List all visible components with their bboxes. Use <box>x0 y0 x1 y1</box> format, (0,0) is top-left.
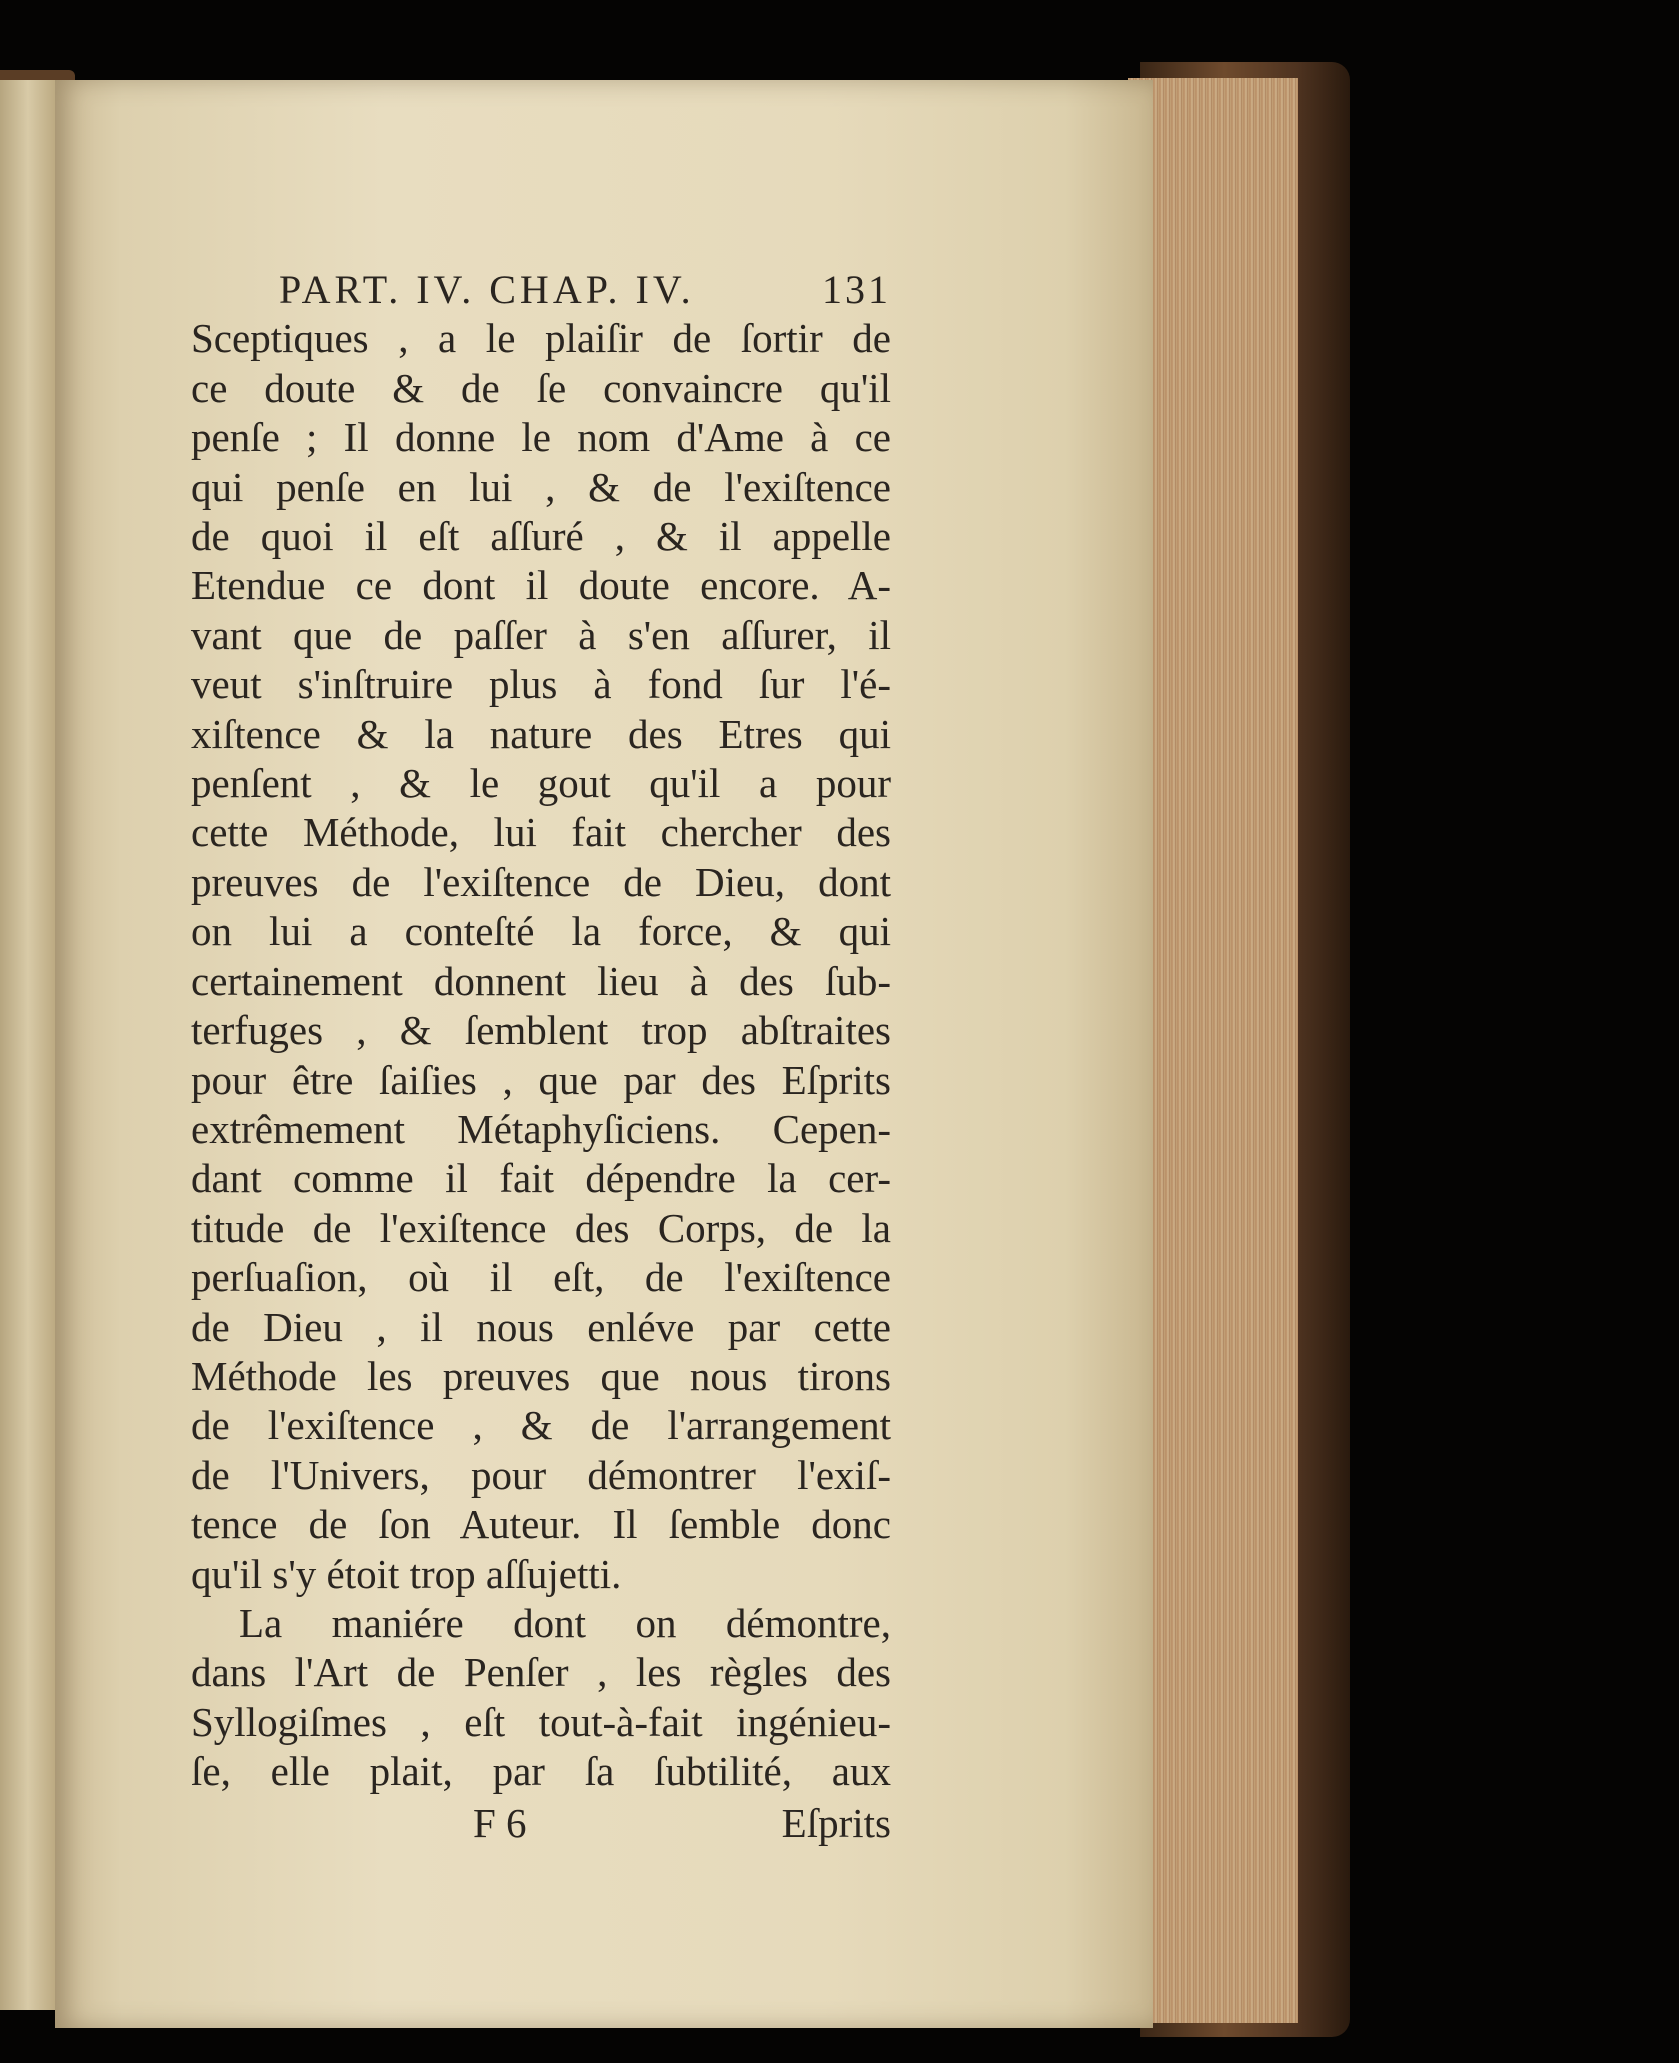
text-line: de quoi il eſt aſſuré , & il appelle <box>191 513 891 560</box>
page-number: 131 <box>822 267 891 312</box>
text-line: veut s'inſtruire plus à fond ſur l'é- <box>191 661 891 708</box>
book-page <box>55 80 1153 2028</box>
text-line: extrêmement Métaphyſiciens. Cepen- <box>191 1105 891 1152</box>
text-line: dant comme il fait dépendre la cer- <box>191 1155 891 1202</box>
text-line: cette Méthode, lui fait chercher des <box>191 809 891 856</box>
text-line: perſuaſion, où il eſt, de l'exiſtence <box>191 1254 891 1301</box>
text-line: dans l'Art de Penſer , les règles des <box>191 1649 891 1696</box>
text-line: La maniére dont on démontre, <box>239 1599 891 1646</box>
page-header <box>191 265 891 314</box>
text-line: qui penſe en lui , & de l'exiſtence <box>191 463 891 510</box>
text-line: de Dieu , il nous enléve par cette <box>191 1303 891 1350</box>
text-line: qu'il s'y étoit trop aſſujetti. <box>191 1550 622 1597</box>
catchword: Eſprits <box>781 1799 891 1846</box>
text-line: ſe, elle plait, par ſa ſubtilité, aux <box>191 1748 891 1795</box>
text-line: preuves de l'exiſtence de Dieu, dont <box>191 858 891 905</box>
text-line: ce doute & de ſe convaincre qu'il <box>191 364 891 411</box>
text-line: Etendue ce dont il doute encore. A- <box>191 562 891 609</box>
text-line: de l'exiſtence , & de l'arrangement <box>191 1402 891 1449</box>
text-line: terfuges , & ſemblent trop abſtraites <box>191 1007 891 1054</box>
text-line: xiſtence & la nature des Etres qui <box>191 710 891 757</box>
text-line: tence de ſon Auteur. Il ſemble donc <box>191 1501 891 1548</box>
text-line: titude de l'exiſtence des Corps, de la <box>191 1204 891 1251</box>
text-line: vant que de paſſer à s'en aſſurer, il <box>191 611 891 658</box>
page-fore-edge <box>1128 78 1298 2023</box>
signature-mark: F 6 <box>473 1799 527 1846</box>
text-line: penſent , & le gout qu'il a pour <box>191 760 891 807</box>
page-footer <box>191 1799 891 1848</box>
text-line: de l'Univers, pour démontrer l'exiſ- <box>191 1451 891 1498</box>
page-text <box>191 265 891 1848</box>
text-line: certainement donnent lieu à des ſub- <box>191 957 891 1004</box>
text-line: Sceptiques , a le plaiſir de ſortir de <box>191 315 891 362</box>
text-line: Syllogiſmes , eſt tout-à-fait ingénieu- <box>191 1698 891 1745</box>
running-head: PART. IV. CHAP. IV. <box>279 267 695 312</box>
text-line: penſe ; Il donne le nom d'Ame à ce <box>191 414 891 461</box>
text-line: on lui a conteſté la force, & qui <box>191 908 891 955</box>
text-line: Méthode les preuves que nous tirons <box>191 1352 891 1399</box>
text-line: pour être ſaiſies , que par des Eſprits <box>191 1056 891 1103</box>
